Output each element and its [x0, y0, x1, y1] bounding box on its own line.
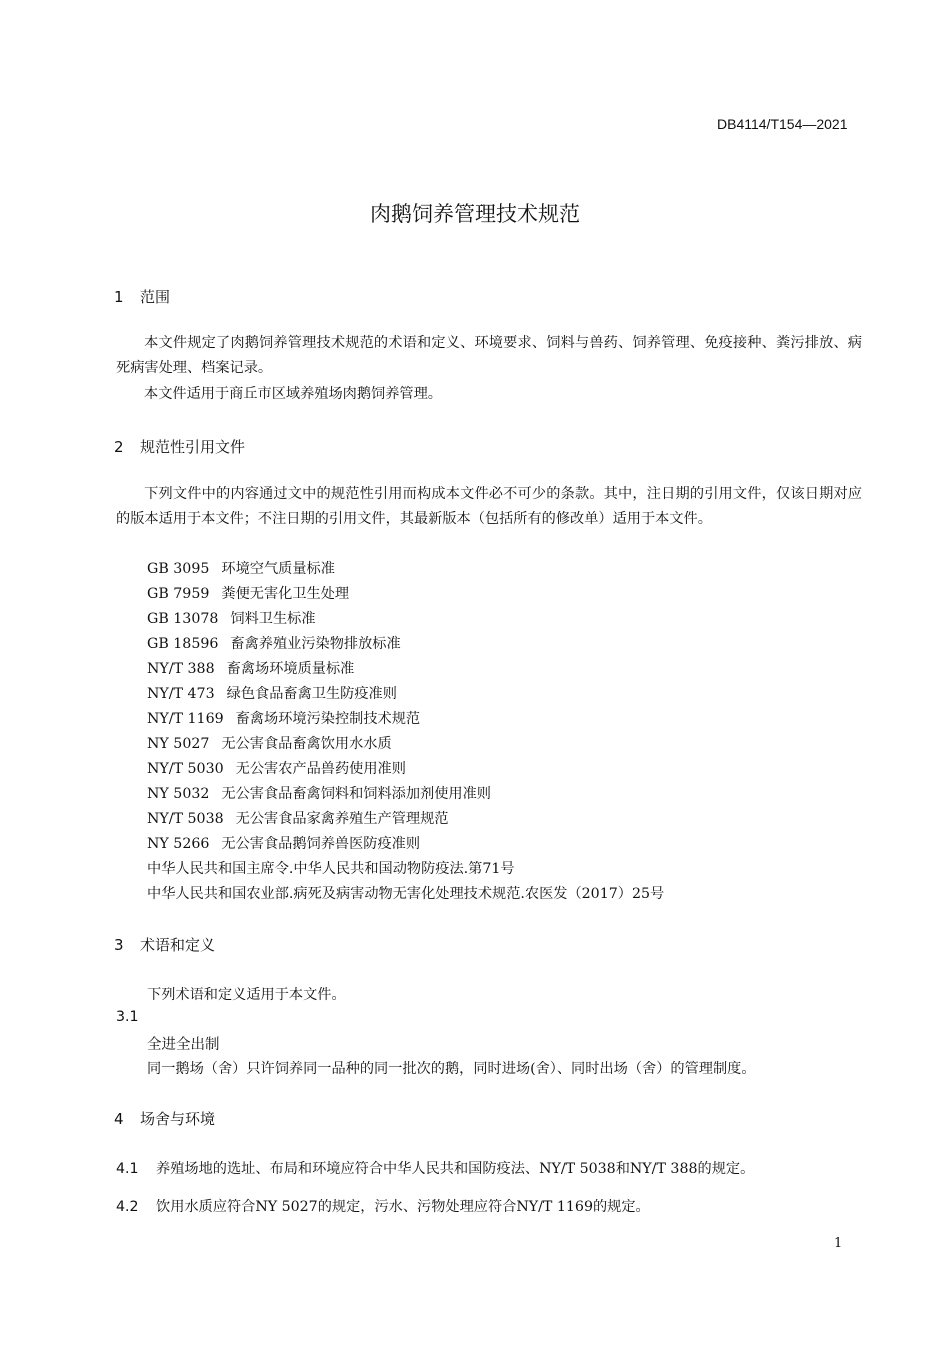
reference-item: GB 18596 畜禽养殖业污染物排放标准	[147, 636, 401, 652]
section-3-heading	[114, 934, 215, 955]
reference-item: 中华人民共和国农业部.病死及病害动物无害化处理技术规范.农医发（2017）25号	[147, 886, 665, 902]
term-definition: 同一鹅场（舍）只许饲养同一品种的同一批次的鹅，同时进场(舍）、同时出场（舍）的管理制度。	[147, 1061, 756, 1077]
section-title: 规范性引用文件	[140, 438, 246, 456]
reference-item: NY/T 1169 畜禽场环境污染控制技术规范	[147, 711, 421, 727]
reference-item: NY/T 5030 无公害农产品兽药使用准则	[147, 761, 406, 777]
scope-paragraph-2: 本文件适用于商丘市区域养殖场肉鹅饲养管理。	[144, 386, 442, 402]
clause-4-1	[116, 1158, 754, 1178]
reference-item: GB 13078 饲料卫生标准	[147, 611, 316, 627]
document-title: 肉鹅饲养管理技术规范	[370, 202, 580, 226]
clause-text: 饮用水质应符合NY 5027的规定，污水、污物处理应符合NY/T 1169的规定。	[156, 1199, 650, 1215]
clause-text: 养殖场地的选址、布局和环境应符合中华人民共和国防疫法、NY/T 5038和NY/T 388的规定。	[156, 1161, 755, 1177]
section-number: 1	[114, 288, 124, 306]
reference-item: GB 7959 粪便无害化卫生处理	[147, 586, 350, 602]
reference-list	[147, 557, 664, 907]
reference-item: 中华人民共和国主席令.中华人民共和国动物防疫法.第71号	[147, 861, 515, 877]
scope-paragraph-1: 本文件规定了肉鹅饲养管理技术规范的术语和定义、环境要求、饲料与兽药、饲养管理、免疫接种、粪污排放、病死病害处理、档案记录。	[116, 335, 862, 376]
section-number: 3	[114, 936, 124, 954]
section-number: 2	[114, 438, 124, 456]
term-number: 3.1	[116, 1009, 139, 1025]
reference-item: NY 5027 无公害食品畜禽饮用水水质	[147, 736, 392, 752]
reference-item: NY/T 473 绿色食品畜禽卫生防疫准则	[147, 686, 397, 702]
reference-item: GB 3095 环境空气质量标准	[147, 561, 335, 577]
section-number: 4	[114, 1110, 124, 1128]
section-4-heading	[114, 1108, 215, 1129]
references-intro: 下列文件中的内容通过文中的规范性引用而构成本文件必不可少的条款。其中，注日期的引用文件，仅该日期对应的版本适用于本文件；不注日期的引用文件，其最新版本（包括所有的修改单）适用于本文件。	[116, 486, 862, 527]
clause-4-2	[116, 1196, 650, 1216]
section-title: 范围	[140, 288, 171, 306]
terms-intro: 下列术语和定义适用于本文件。	[147, 987, 346, 1003]
reference-item: NY/T 388 畜禽场环境质量标准	[147, 661, 355, 677]
term-name: 全进全出制	[147, 1037, 220, 1053]
section-2-heading	[114, 436, 245, 457]
reference-item: NY 5266 无公害食品鹅饲养兽医防疫准则	[147, 836, 421, 852]
standard-code: DB4114/T154—2021	[717, 116, 848, 132]
clause-number: 4.1	[116, 1161, 139, 1177]
reference-item: NY 5032 无公害食品畜禽饲料和饲料添加剂使用准则	[147, 786, 491, 802]
section-1-heading	[114, 286, 170, 307]
page-number: 1	[834, 1236, 843, 1251]
clause-number: 4.2	[116, 1199, 139, 1215]
section-title: 术语和定义	[140, 936, 216, 954]
reference-item: NY/T 5038 无公害食品家禽养殖生产管理规范	[147, 811, 449, 827]
section-title: 场舍与环境	[140, 1110, 216, 1128]
